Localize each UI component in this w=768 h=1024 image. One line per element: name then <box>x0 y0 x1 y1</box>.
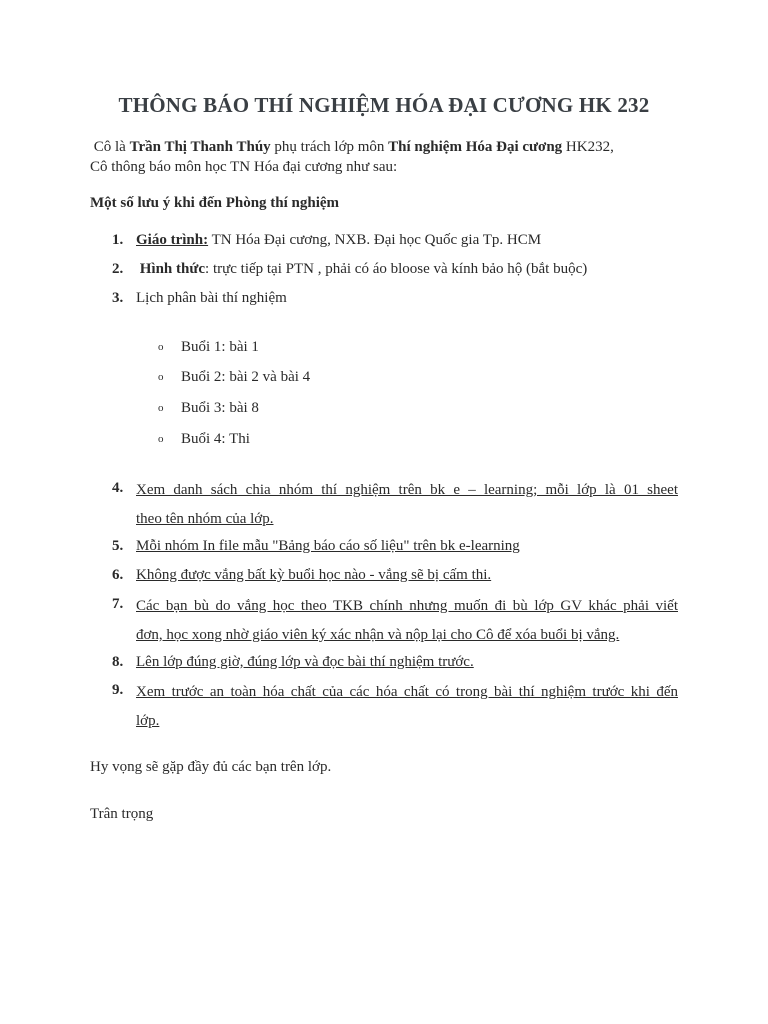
intro-paragraph <box>90 137 690 177</box>
section-heading: Một số lưu ý khi đến Phòng thí nghiệm <box>90 195 340 211</box>
course-name: Thí nghiệm Hóa Đại cương <box>388 139 563 155</box>
signoff-text: Trân trọng <box>90 806 154 822</box>
document-page: THÔNG BÁO THÍ NGHIỆM HÓA ĐẠI CƯƠNG HK 232 Cô là Trần Thị Thanh Thúy phụ trách lớp môn Thí nghiệm Hóa Đại cương HK232, Cô thông báo môn học TN Hóa đại cương như sau: Một số lưu ý khi đến Phòng thí nghiệm 1. Giáo trình: TN Hóa Đại cương, NXB. Đại học Quốc gia Tp. HCM 2. Hình thức: trực tiếp tại PTN , phải có áo bloose và kính bảo hộ (bắt buộc) 3. Lịch phân bài thí nghiệm o Buổi 1: bài 1 o Buổi 2: bài 2 và bài 4 o Buổi 3: bài 8 o Buổi 4: Thi 4. Xem danh sách chia nhóm thí nghiệm trên bk e – learning; mỗi lớp là 01 sheet theo tên nhóm của lớp. 5. Mỗi nhóm In file mẫu "Bảng báo cáo số liệu" trên bk e-learning 6. Không được vắng bất kỳ buổi học nào - vắng sẽ bị cấm thi. 7. Các bạn bù do vắng học theo TKB chính nhưng muốn đi bù lớp GV khác phải viết đơn, học xong nhờ giáo viên ký xác nhận và nộp lại cho Cô để xóa buổi bị vắng. 8. Lên lớp đúng giờ, đúng lớp và đọc bài thí nghiệm trước. 9. Xem trước an toàn hóa chất của các hóa chất có trong bài thí nghiệm trước khi đến lớp. Hy vọng sẽ gặp đầy đủ các bạn trên lớp. Trân trọng <box>0 0 768 1024</box>
item-label: Hình thức <box>139 261 206 277</box>
closing-text: Hy vọng sẽ gặp đầy đủ các bạn trên lớp. <box>90 759 332 775</box>
page-title: THÔNG BÁO THÍ NGHIỆM HÓA ĐẠI CƯƠNG HK 232 <box>118 93 650 117</box>
intro-line-2: Cô thông báo môn học TN Hóa đại cương như sau: <box>90 159 398 175</box>
item-label: Giáo trình: <box>136 232 209 248</box>
teacher-name: Trần Thị Thanh Thúy <box>129 139 271 155</box>
intro-line-1: Cô là Trần Thị Thanh Thúy phụ trách lớp môn Thí nghiệm Hóa Đại cương HK232, <box>93 139 614 155</box>
